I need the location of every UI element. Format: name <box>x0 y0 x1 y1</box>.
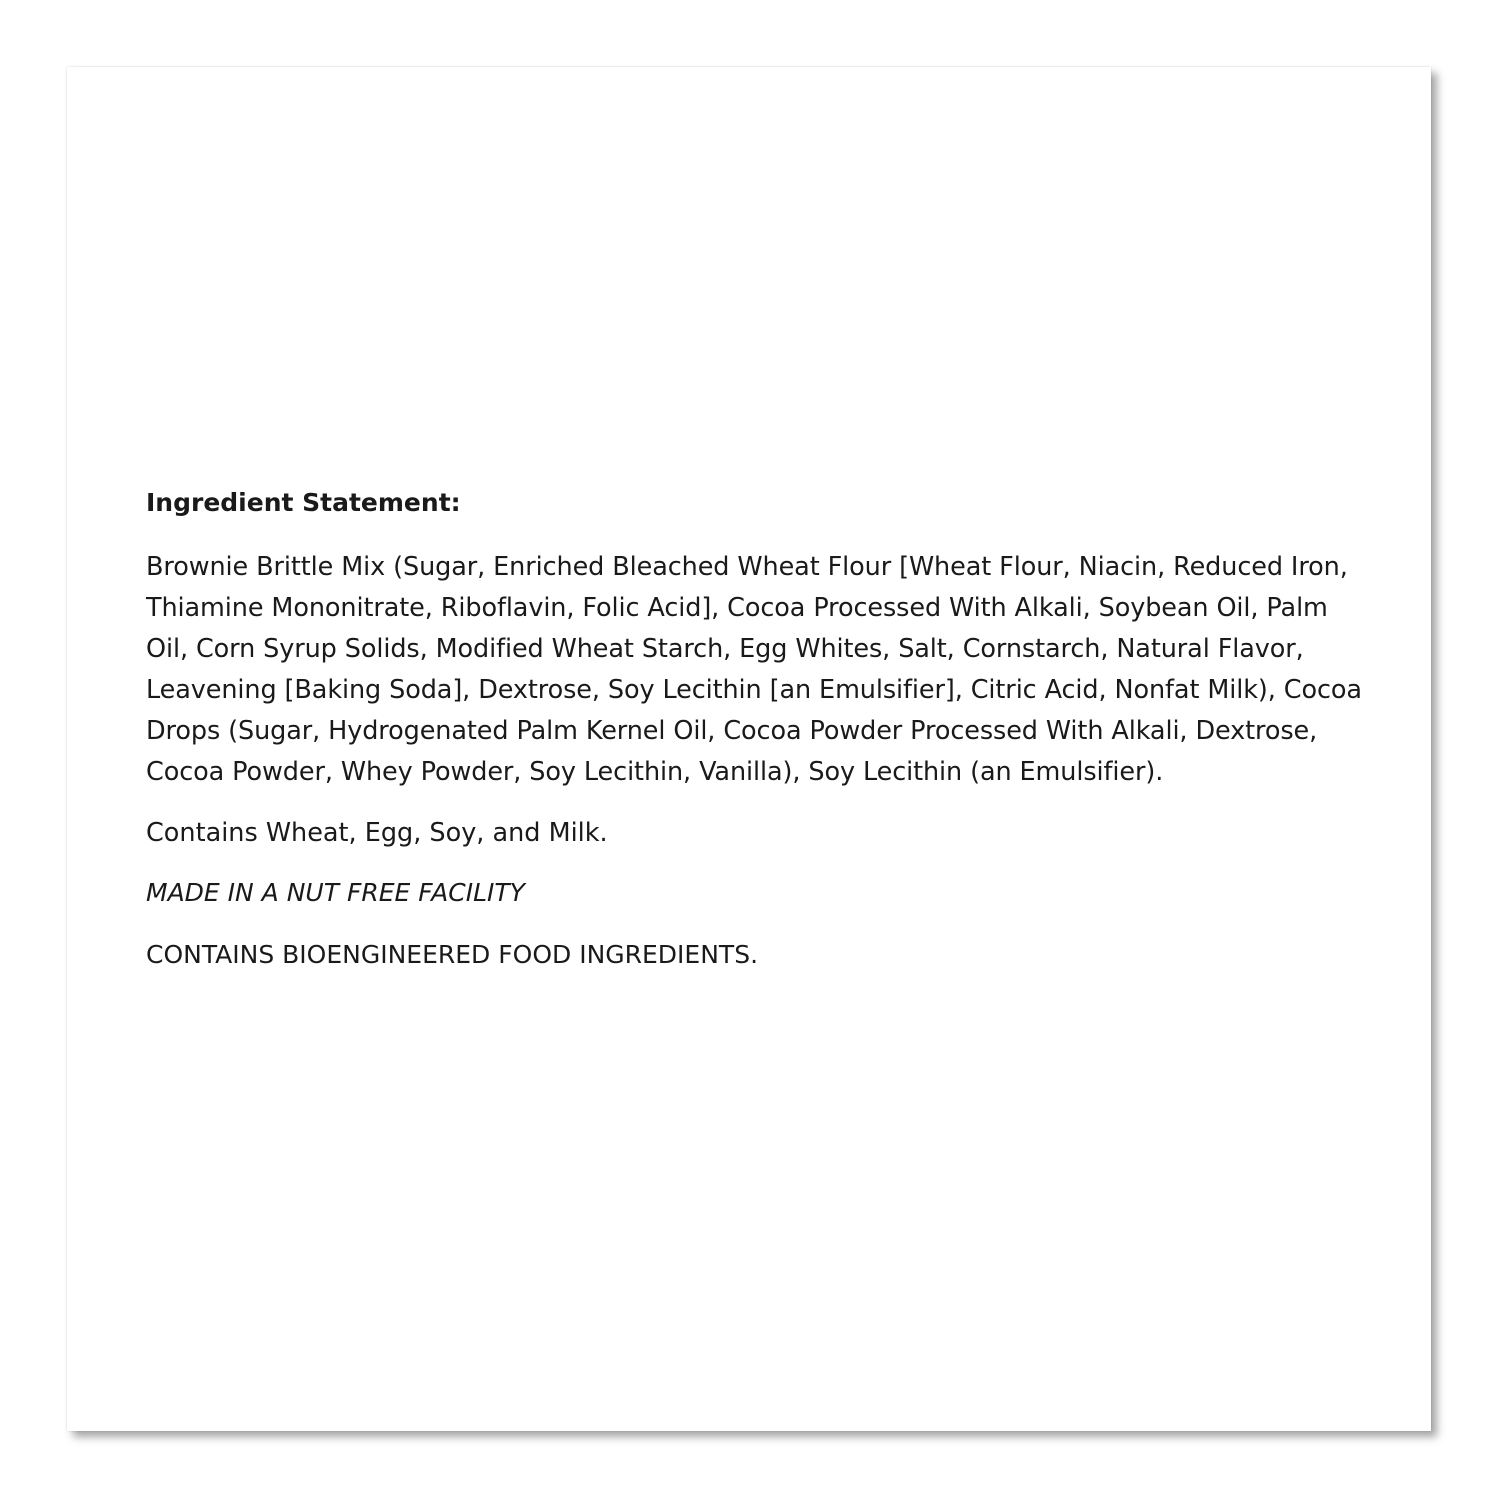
allergen-statement: Contains Wheat, Egg, Soy, and Milk. <box>146 818 608 848</box>
ingredients-list: Brownie Brittle Mix (Sugar, Enriched Bleached Wheat Flour [Wheat Flour, Niacin, Reduced Iron, Thiamine Mononitrate, Riboflavin, Folic Acid], Cocoa Processed With Alkali, Soybean Oil, Palm Oil, Corn Syrup Solids, Modified Wheat Starch, Egg Whites, Salt, Cornstarch, Natural Flavor, Leavening [Baking Soda], Dextrose, Soy Lecithin [an Emulsifier], Citric Acid, Nonfat Milk), Cocoa Drops (Sugar, Hydrogenated Palm Kernel Oil, Cocoa Powder Processed With Alkali, Dextrose, Cocoa Powder, Whey Powder, Soy Lecithin, Vanilla), Soy Lecithin (an Emulsifier). <box>146 552 1362 787</box>
ingredient-statement-block <box>146 485 1368 975</box>
ingredient-label-card <box>67 67 1431 1431</box>
ingredient-statement-heading: Ingredient Statement: <box>146 488 461 517</box>
bioengineered-disclosure: CONTAINS BIOENGINEERED FOOD INGREDIENTS. <box>146 940 759 969</box>
nut-free-facility-note: MADE IN A NUT FREE FACILITY <box>146 878 525 907</box>
